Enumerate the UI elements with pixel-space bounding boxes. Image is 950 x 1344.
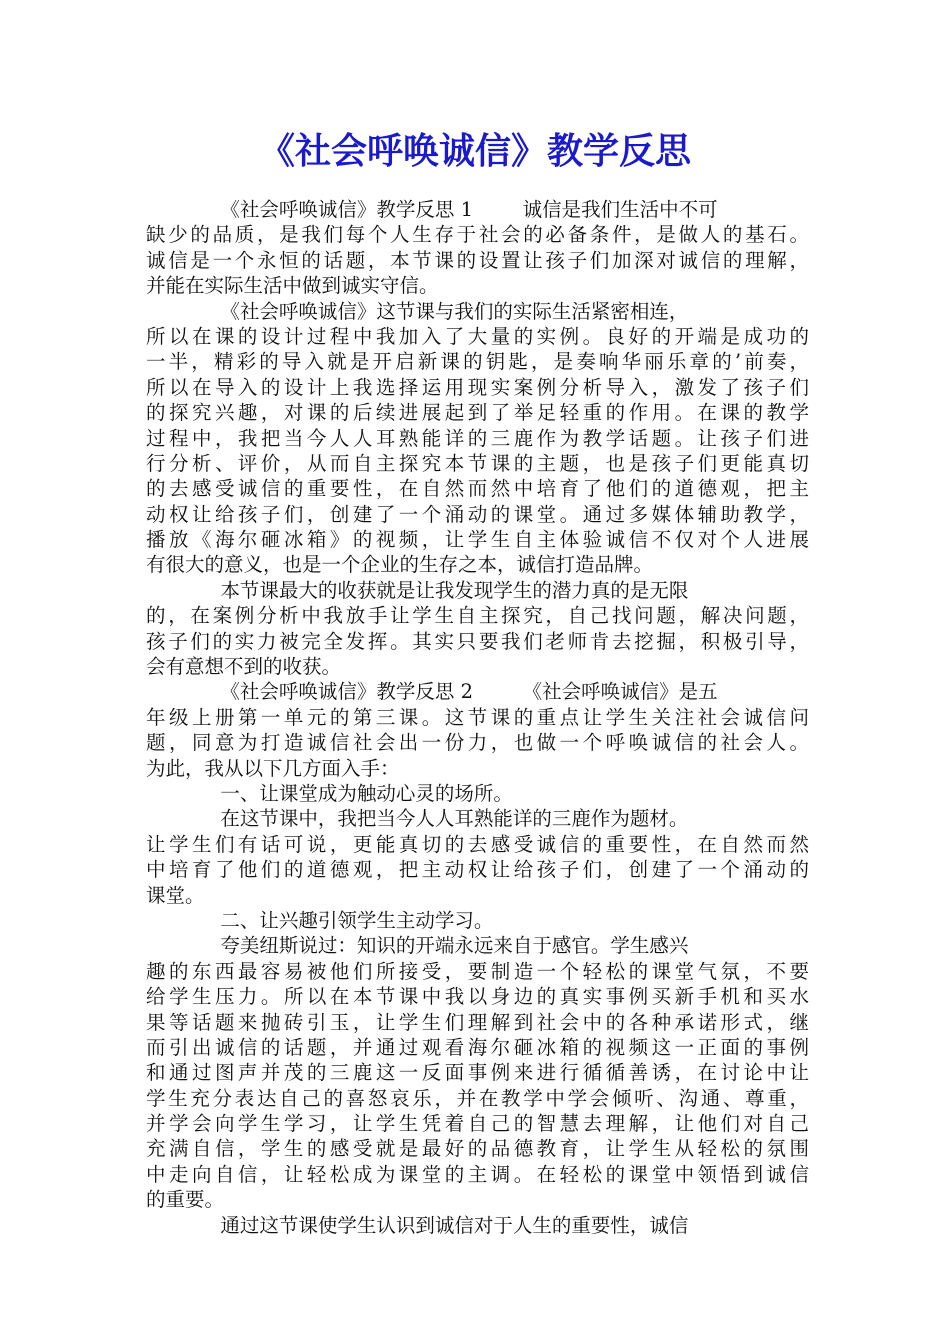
text-line: 课堂。 (146, 883, 205, 907)
text-line: 中培育了他们的道德观，把主动权让给孩子们，创建了一个涌动的 (146, 858, 809, 882)
text-line: 题，同意为打造诚信社会出一份力，也做一个呼唤诚信的社会人。 (146, 731, 809, 755)
text-line: 通过这节课使学生认识到诚信对于人生的重要性，诚信 (146, 1213, 689, 1237)
text-line: 并能在实际生活中做到诚实守信。 (146, 274, 439, 298)
text-line: 为此，我从以下几方面入手： (146, 756, 400, 780)
text-line: 会有意想不到的收获。 (146, 655, 342, 679)
text-line: 果等话题来抛砖引玉，让学生们理解到社会中的各种承诺形式，继 (146, 1010, 809, 1034)
text-line: 《社会呼唤诚信》这节课与我们的实际生活紧密相连， (146, 299, 689, 323)
text-line: 《社会呼唤诚信》教学反思 1 诚信是我们生活中不可 (146, 198, 718, 221)
text-line: 所以在导入的设计上我选择运用现实案例分析导入，激发了孩子们 (146, 375, 809, 399)
text-line: 的，在案例分析中我放手让学生自主探究，自己找问题，解决问题， (146, 604, 809, 628)
text-line: 夸美纽斯说过：知识的开端永远来自于感官。学生感兴 (146, 934, 689, 958)
text-line: 本节课最大的收获就是让我发现学生的潜力真的是无限 (146, 578, 689, 602)
text-line: 学生充分表达自己的喜怒哀乐，并在教学中学会倾听、沟通、尊重， (146, 1086, 809, 1110)
text-line: 诚信是一个永恒的话题，本节课的设置让孩子们加深对诚信的理解， (146, 248, 809, 272)
text-line: 中走向自信，让轻松成为课堂的主调。在轻松的课堂中领悟到诚信 (146, 1162, 809, 1186)
text-line: 所以在课的设计过程中我加入了大量的实例。良好的开端是成功的 (146, 324, 809, 348)
text-line: 二、让兴趣引领学生主动学习。 (146, 908, 494, 932)
text-line: 和通过图声并茂的三鹿这一反面事例来进行循循善诱，在讨论中让 (146, 1061, 809, 1085)
text-line: 的重要。 (146, 1188, 225, 1212)
document-body (146, 197, 809, 1238)
text-line: 的探究兴趣，对课的后续进展起到了举足轻重的作用。在课的教学 (146, 401, 809, 425)
text-line: 充满自信，学生的感受就是最好的品德教育，让学生从轻松的氛围 (146, 1137, 809, 1161)
text-line: 有很大的意义，也是一个企业的生存之本，诚信打造品牌。 (146, 553, 654, 577)
text-line: 给学生压力。所以在本节课中我以身边的真实事例买新手机和买水 (146, 985, 809, 1009)
text-line: 并学会向学生学习，让学生凭着自己的智慧去理解，让他们对自己 (146, 1112, 809, 1136)
text-line: 播放《海尔砸冰箱》的视频，让学生自主体验诚信不仅对个人进展 (146, 528, 809, 552)
text-line: 孩子们的实力被完全发挥。其实只要我们老师肯去挖掘，积极引导， (146, 629, 809, 653)
text-line: 过程中，我把当今人人耳熟能详的三鹿作为教学话题。让孩子们进 (146, 426, 809, 450)
text-line: 年级上册第一单元的第三课。这节课的重点让学生关注社会诚信问 (146, 705, 809, 729)
document-title: 《社会呼唤诚信》教学反思 (258, 130, 691, 172)
text-line: 在这节课中，我把当今人人耳熟能详的三鹿作为题材。 (146, 807, 689, 831)
text-line: 让学生们有话可说，更能真切的去感受诚信的重要性，在自然而然 (146, 832, 809, 856)
text-line: 缺少的品质，是我们每个人生存于社会的必备条件，是做人的基石。 (146, 223, 809, 247)
text-line: 一、让课堂成为触动心灵的场所。 (146, 781, 513, 805)
text-line: 而引出诚信的话题，并通过观看海尔砸冰箱的视频这一正面的事例 (146, 1035, 809, 1059)
text-line: 动权让给孩子们，创建了一个涌动的课堂。通过多媒体辅助教学， (146, 502, 809, 526)
text-line: 一半，精彩的导入就是开启新课的钥匙，是奏响华丽乐章的’前奏， (146, 350, 809, 374)
text-line: 的去感受诚信的重要性，在自然而然中培育了他们的道德观，把主 (146, 477, 809, 501)
text-line: 《社会呼唤诚信》教学反思 2 《社会呼唤诚信》是五 (146, 680, 718, 704)
text-line: 行分析、评价，从而自主探究本节课的主题，也是孩子们更能真切 (146, 451, 809, 475)
text-line: 趣的东西最容易被他们所接受，要制造一个轻松的课堂气氛，不要 (146, 959, 809, 983)
